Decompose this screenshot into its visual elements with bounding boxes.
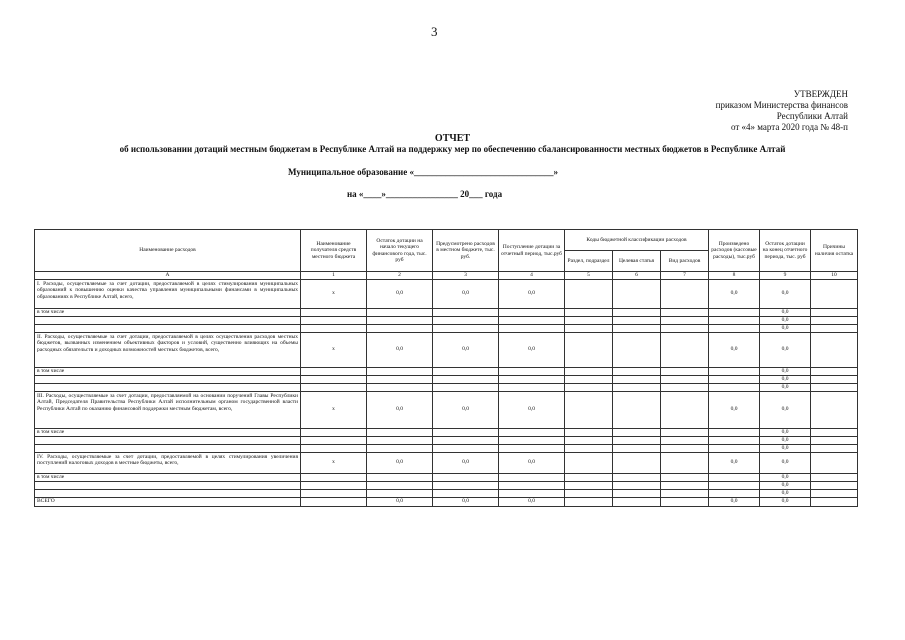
total-balance-start: 0,0: [367, 497, 433, 506]
table-row: [35, 473, 858, 481]
section-1-balance-end: 0,0: [760, 279, 811, 308]
header-expense-name: Наименование расходов: [35, 230, 301, 272]
section-3-sub-balance: 0,0: [760, 428, 811, 436]
header-balance-start: Остаток дотации на начало текущего финансового года, тыс. руб: [367, 230, 433, 272]
table-row: [35, 436, 858, 444]
empty-cell: [565, 452, 613, 473]
column-number-row: [35, 272, 858, 280]
column-number: 10: [811, 272, 858, 280]
section-3-recipient: х: [301, 391, 367, 428]
table-row: [35, 391, 858, 428]
section-3-received: 0,0: [499, 391, 565, 428]
table-row: [35, 316, 858, 324]
total-received: 0,0: [499, 497, 565, 506]
section-1-sub-balance: 0,0: [760, 308, 811, 316]
table-row: [35, 332, 858, 367]
table-row: [35, 375, 858, 383]
empty-cell: [565, 332, 613, 367]
table-row: [35, 489, 858, 497]
section-4-planned: 0,0: [433, 452, 499, 473]
section-1-planned: 0,0: [433, 279, 499, 308]
column-number: 7: [661, 272, 709, 280]
section-2-spent: 0,0: [709, 332, 760, 367]
section-2-sub-balance: 0,0: [760, 367, 811, 375]
section-4-balance-end: 0,0: [760, 452, 811, 473]
column-number: 5: [565, 272, 613, 280]
header-section: Раздел, подраздел: [565, 251, 613, 272]
header-target-item: Целевая статья: [613, 251, 661, 272]
section-1-sub-balance: 0,0: [760, 324, 811, 332]
section-2-sub-balance: 0,0: [760, 383, 811, 391]
page-number: 3: [431, 24, 438, 39]
empty-cell: [613, 391, 661, 428]
section-4-sub-label: в том числе: [35, 473, 301, 481]
header-recipient: Наименование получателя средств местного бюджета: [301, 230, 367, 272]
table-row: [35, 452, 858, 473]
section-3-sub-balance: 0,0: [760, 436, 811, 444]
approval-line-2: Республики Алтай: [776, 111, 848, 121]
total-label: ВСЕГО: [35, 497, 301, 506]
table-row: [35, 279, 858, 308]
column-number: 4: [499, 272, 565, 280]
column-number: 9: [760, 272, 811, 280]
table-row: [35, 444, 858, 452]
section-4-sub-balance: 0,0: [760, 473, 811, 481]
empty-cell: [811, 279, 858, 308]
column-number: 1: [301, 272, 367, 280]
section-1-sub-label: в том числе: [35, 308, 301, 316]
report-table: [34, 229, 858, 507]
report-subtitle: об использовании дотаций местным бюджетам в Республике Алтай на поддержку мер по обеспечению сбалансированности местных бюджетов в Республике Алтай: [119, 144, 786, 154]
municipality-field: Муниципальное образование «_______________________________»: [288, 167, 558, 177]
table-row: [35, 308, 858, 316]
header-planned: Предусмотрено расходов в местном бюджете, тыс. руб.: [433, 230, 499, 272]
empty-cell: [661, 391, 709, 428]
header-spent: Произведено расходов (кассовые расходы), тыс.руб: [709, 230, 760, 272]
table-row: [35, 428, 858, 436]
table-row: [35, 367, 858, 375]
section-3-sub-balance: 0,0: [760, 444, 811, 452]
empty-cell: [811, 391, 858, 428]
empty-cell: [613, 332, 661, 367]
section-4-recipient: х: [301, 452, 367, 473]
section-2-name: II. Расходы, осуществляемые за счет дотации, предоставляемой в целях осуществления расходов местных бюджетов, вызванных изменением объективных факторов и условий, существенно влияющих на объемы расходных обязательств и доходных возможностей местных бюджетов, всего,: [35, 332, 301, 367]
report-title: ОТЧЕТ: [434, 133, 471, 144]
section-2-planned: 0,0: [433, 332, 499, 367]
empty-cell: [661, 279, 709, 308]
section-2-balance-start: 0,0: [367, 332, 433, 367]
section-1-received: 0,0: [499, 279, 565, 308]
empty-cell: [613, 279, 661, 308]
empty-cell: [661, 452, 709, 473]
empty-cell: [661, 332, 709, 367]
total-planned: 0,0: [433, 497, 499, 506]
empty-cell: [565, 391, 613, 428]
column-number: 6: [613, 272, 661, 280]
approval-line-1: приказом Министерства финансов: [715, 100, 848, 110]
total-spent: 0,0: [709, 497, 760, 506]
section-1-sub-balance: 0,0: [760, 316, 811, 324]
header-expense-type: Вид расходов: [661, 251, 709, 272]
report-date-field: на «____»________________ 20___ года: [347, 189, 503, 199]
column-number: 2: [367, 272, 433, 280]
total-row: [35, 497, 858, 506]
section-2-received: 0,0: [499, 332, 565, 367]
section-4-received: 0,0: [499, 452, 565, 473]
section-4-balance-start: 0,0: [367, 452, 433, 473]
section-3-balance-end: 0,0: [760, 391, 811, 428]
section-2-sub-balance: 0,0: [760, 375, 811, 383]
empty-cell: [565, 279, 613, 308]
empty-cell: [811, 452, 858, 473]
header-balance-end: Остаток дотации на конец отчетного периода, тыс. руб: [760, 230, 811, 272]
section-1-name: I. Расходы, осуществляемые за счет дотации, предоставляемой в целях стимулирования муниципальных образований к повышению оценки качества управления муниципальными финансами в муниципальных образованиях в Республике Алтай, всего,: [35, 279, 301, 308]
section-3-planned: 0,0: [433, 391, 499, 428]
table-row: [35, 383, 858, 391]
column-number: 8: [709, 272, 760, 280]
section-3-sub-label: в том числе: [35, 428, 301, 436]
section-4-sub-balance: 0,0: [760, 481, 811, 489]
approval-title: УТВЕРЖДЕН: [793, 89, 848, 99]
header-codes-group: Коды бюджетной классификации расходов: [565, 230, 709, 251]
table-row: [35, 324, 858, 332]
section-4-spent: 0,0: [709, 452, 760, 473]
table-row: [35, 481, 858, 489]
section-1-recipient: х: [301, 279, 367, 308]
section-4-sub-balance: 0,0: [760, 489, 811, 497]
column-number: 3: [433, 272, 499, 280]
header-reasons: Причины наличия остатка: [811, 230, 858, 272]
empty-cell: [811, 332, 858, 367]
section-3-balance-start: 0,0: [367, 391, 433, 428]
section-1-balance-start: 0,0: [367, 279, 433, 308]
section-3-spent: 0,0: [709, 391, 760, 428]
header-received: Поступление дотации за отчетный период, тыс.руб: [499, 230, 565, 272]
section-4-name: IV. Расходы, осуществляемые за счет дотации, предоставляемой в целях стимулирования увеличения поступлений налоговых доходов в местные бюджеты, всего,: [35, 452, 301, 473]
section-2-recipient: х: [301, 332, 367, 367]
section-1-spent: 0,0: [709, 279, 760, 308]
empty-cell: [613, 452, 661, 473]
approval-line-3: от «4» марта 2020 года № 48-п: [730, 122, 848, 132]
section-3-name: III. Расходы, осуществляемые за счет дотации, предоставляемой на основании поручений Главы Республики Алтай, Председателя Правительства Республики Алтай исполнительным органом государственной власти Республики Алтай по оказанию финансовой поддержки местным бюджетам, всего,: [35, 391, 301, 428]
column-number: А: [35, 272, 301, 280]
table-header-row: [35, 230, 858, 251]
total-balance-end: 0,0: [760, 497, 811, 506]
section-2-balance-end: 0,0: [760, 332, 811, 367]
section-2-sub-label: в том числе: [35, 367, 301, 375]
